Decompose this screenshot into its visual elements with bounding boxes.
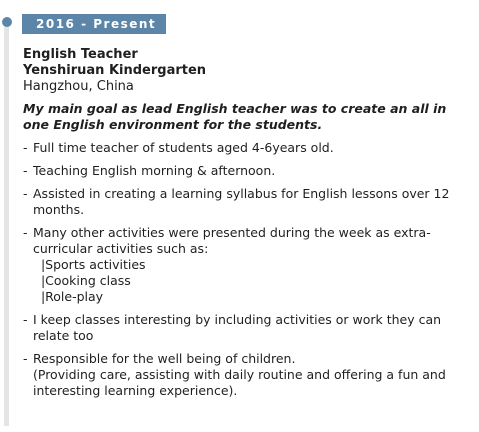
- duty-item: [23, 351, 463, 399]
- duty-dash: -: [23, 140, 28, 155]
- duty-text: Responsible for the well being of children.: [33, 351, 296, 366]
- duty-text: Teaching English morning & afternoon.: [33, 163, 276, 178]
- duty-dash: -: [23, 225, 28, 240]
- duty-item: [23, 163, 463, 179]
- activity-sports: |Sports activities: [33, 257, 146, 272]
- timeline-dot: [2, 17, 12, 27]
- duty-dash: -: [23, 186, 28, 201]
- employer-name: Yenshiruan Kindergarten: [23, 63, 207, 78]
- date-range-badge: 2016 - Present: [22, 14, 166, 34]
- role-summary: My main goal as lead English teacher was to create an all in one English environment for the students.: [23, 101, 447, 132]
- duty-item: [23, 312, 463, 344]
- duties-list: [23, 140, 463, 399]
- duty-dash: -: [23, 312, 28, 327]
- duty-item: [23, 186, 463, 218]
- duty-dash: -: [23, 163, 28, 178]
- activity-role-play: |Role-play: [33, 289, 104, 304]
- timeline-line: [4, 26, 9, 426]
- experience-entry: [23, 47, 463, 406]
- job-title: English Teacher: [23, 47, 138, 62]
- activity-cooking: |Cooking class: [33, 273, 131, 288]
- duty-detail: (Providing care, assisting with daily routine and offering a fun and interesting learning experience).: [33, 367, 446, 398]
- duty-dash: -: [23, 351, 28, 366]
- duty-item: [23, 140, 463, 156]
- job-location: Hangzhou, China: [23, 79, 134, 94]
- duty-item: [23, 225, 463, 305]
- duty-text: Full time teacher of students aged 4-6years old.: [33, 140, 334, 155]
- duty-text: Many other activities were presented during the week as extra- curricular activities such as:: [33, 225, 431, 256]
- duty-text: I keep classes interesting by including activities or work they can relate too: [33, 312, 442, 343]
- duty-text: Assisted in creating a learning syllabus for English lessons over 12 months.: [33, 186, 450, 217]
